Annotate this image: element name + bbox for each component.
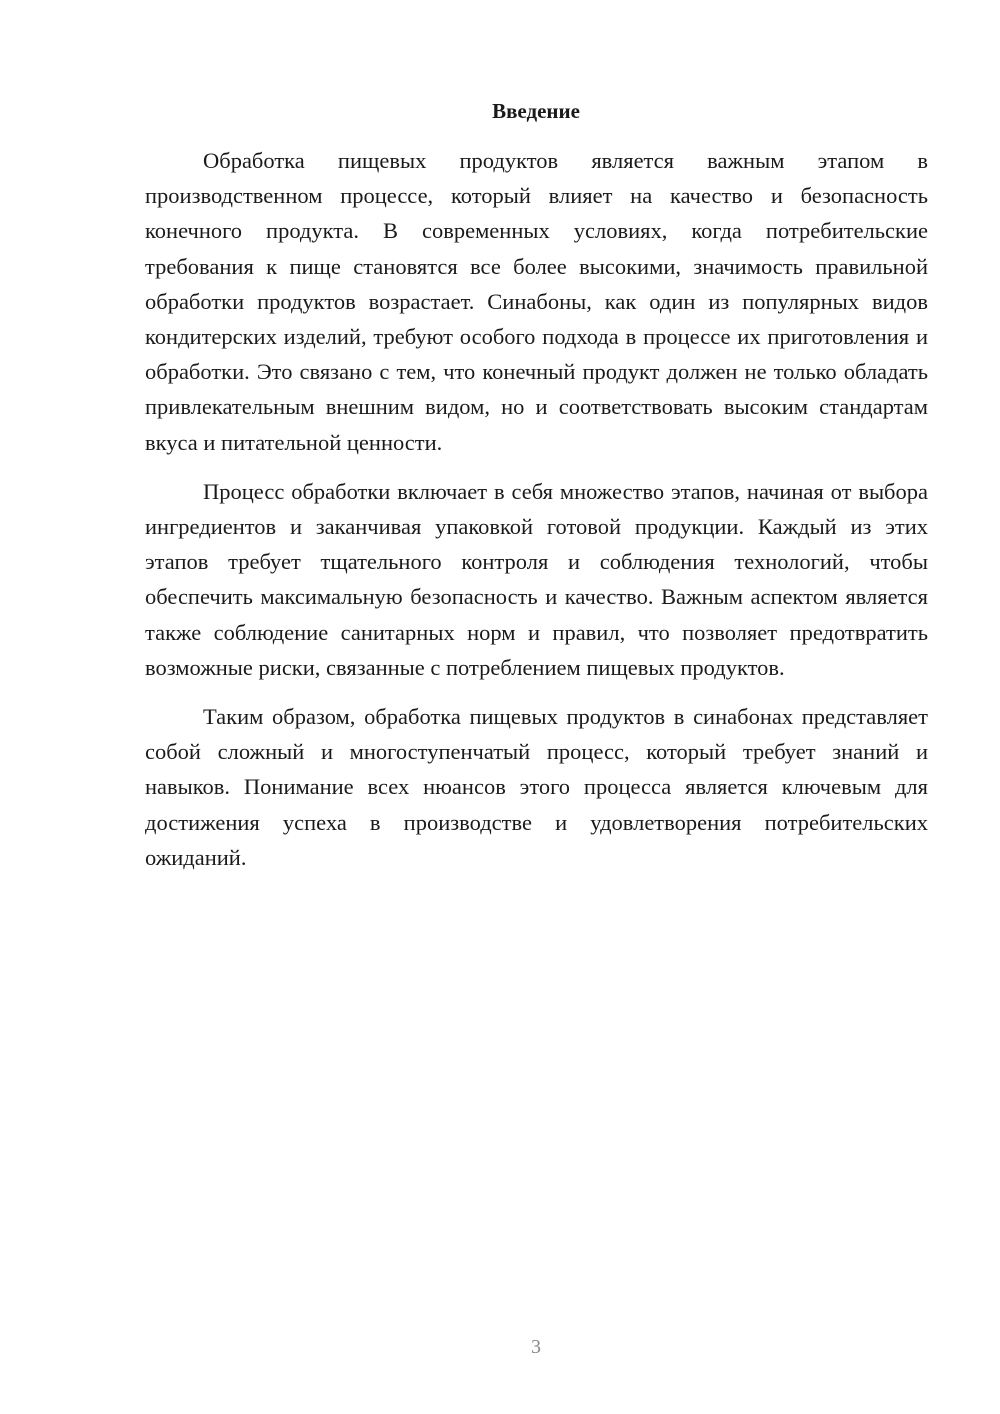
page-number: 3: [531, 1336, 541, 1358]
paragraph-2: Процесс обработки включает в себя множество этапов, начиная от выбора ингредиентов и заканчивая упаковкой готовой продукции. Каждый из этих этапов требует тщательного контроля и соблюдения технологий, чтобы обеспечить максимальную безопасность и качество. Важным аспектом является также соблюдение санитарных норм и правил, что позволяет предотвратить возможные риски, связанные с потреблением пищевых продуктов.: [145, 478, 928, 680]
paragraph-3: Таким образом, обработка пищевых продуктов в синабонах представляет собой сложный и многоступенчатый процесс, который требует знаний и навыков. Понимание всех нюансов этого процесса является ключевым для достижения успеха в производстве и удовлетворения потребительских ожиданий.: [145, 704, 928, 870]
section-heading: Введение: [492, 99, 580, 123]
body-text: [145, 143, 928, 875]
paragraph-1: Обработка пищевых продуктов является важным этапом в производственном процессе, который влияет на качество и безопасность конечного продукта. В современных условиях, когда потребительские требования к пище становятся все более высокими, значимость правильной обработки продуктов возрастает. Синабоны, как один из популярных видов кондитерских изделий, требуют особого подхода в процессе их приготовления и обработки. Это связано с тем, что конечный продукт должен не только обладать привлекательным внешним видом, но и соответствовать высоким стандартам вкуса и питательной ценности.: [145, 148, 928, 455]
